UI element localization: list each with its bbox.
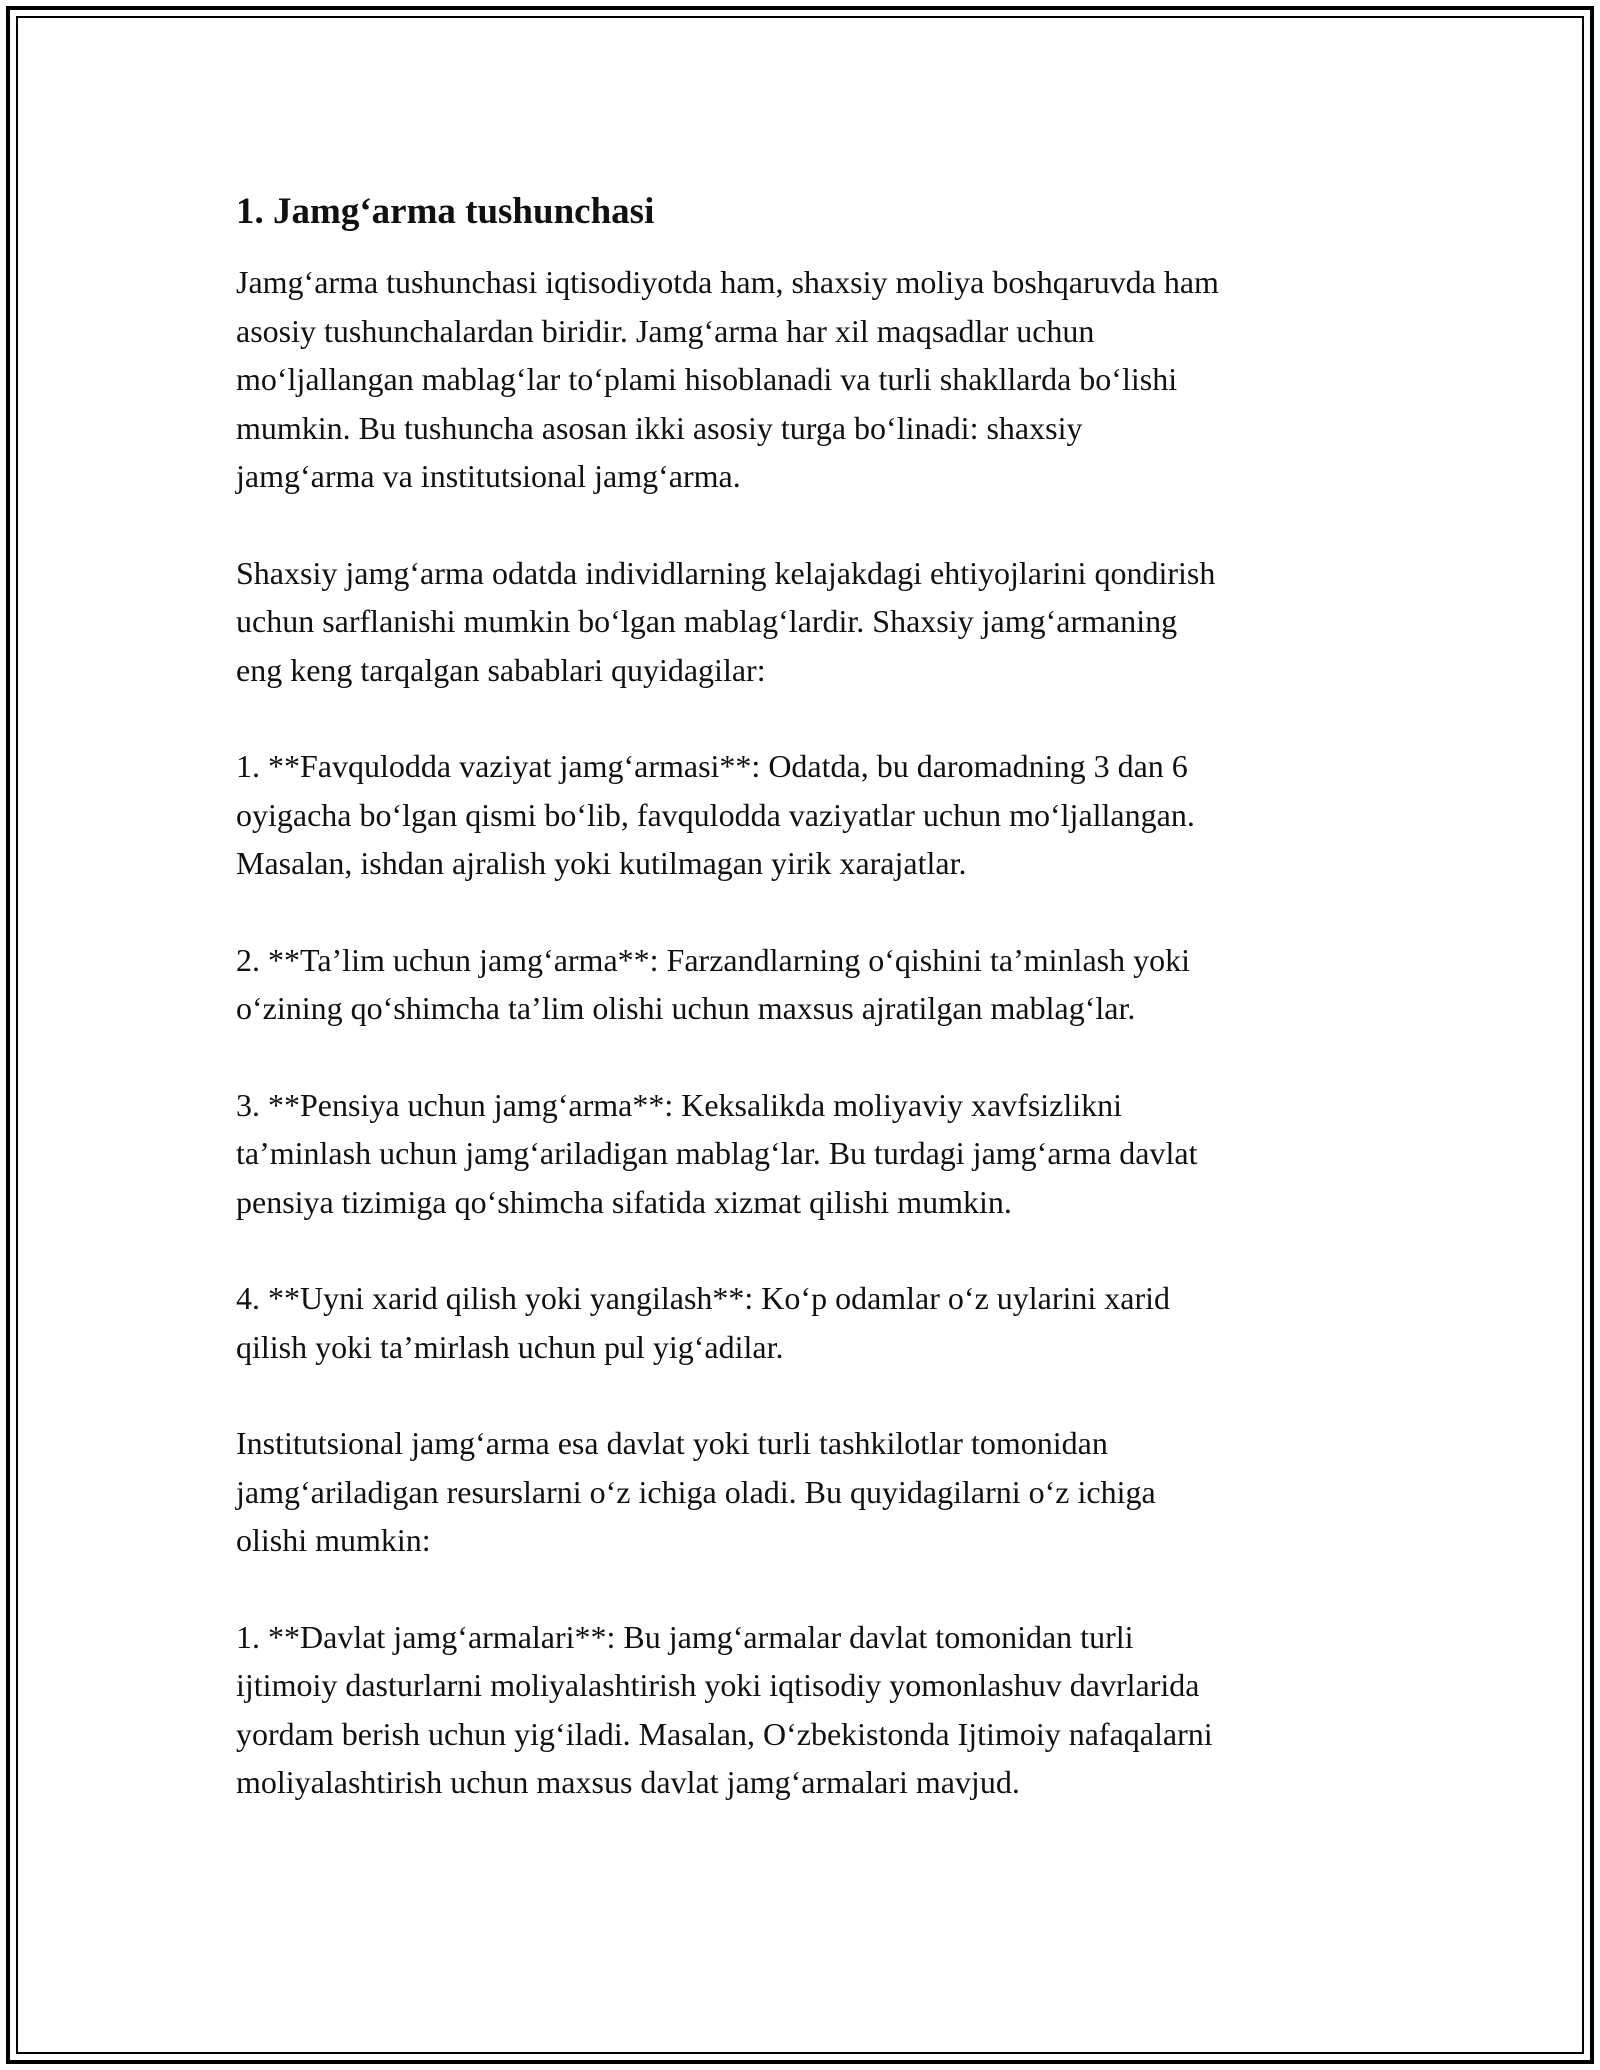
text-line: yordam berish uchun yig‘iladi. Masalan, O‘zbekistonda Ijtimoiy nafaqalarni: [236, 1715, 1213, 1752]
text-line: uchun sarflanishi mumkin bo‘lgan mablag‘lardir. Shaxsiy jamg‘armaning: [236, 603, 1178, 639]
text-line: Masalan, ishdan ajralish yoki kutilmagan yirik xarajatlar.: [236, 845, 967, 881]
paragraph: [236, 936, 1376, 1033]
paragraph: [236, 1081, 1376, 1227]
document-body: [236, 188, 1376, 1855]
text-line: olishi mumkin:: [236, 1522, 431, 1558]
text-line: Shaxsiy jamg‘arma odatda individlarning kelajakdagi ehtiyojlarini qondirish: [236, 554, 1216, 591]
text-line: ijtimoiy dasturlarni moliyalashtirish yoki iqtisodiy yomonlashuv davrlarida: [236, 1667, 1200, 1703]
text-line: ta’minlash uchun jamg‘ariladigan mablag‘lar. Bu turdagi jamg‘arma davlat: [236, 1135, 1198, 1171]
text-line: 3. **Pensiya uchun jamg‘arma**: Keksalikda moliyaviy xavfsizlikni: [236, 1086, 1123, 1123]
text-line: 2. **Ta’lim uchun jamg‘arma**: Farzandlarning o‘qishini ta’minlash yoki: [236, 941, 1190, 978]
text-line: 1. **Davlat jamg‘armalari**: Bu jamg‘armalar davlat tomonidan turli: [236, 1618, 1134, 1655]
text-line: mumkin. Bu tushuncha asosan ikki asosiy turga bo‘linadi: shaxsiy: [236, 409, 1083, 446]
text-line: pensiya tizimiga qo‘shimcha sifatida xizmat qilishi mumkin.: [236, 1183, 1012, 1220]
paragraph: [236, 1419, 1376, 1565]
text-line: jamg‘arma va institutsional jamg‘arma.: [236, 458, 741, 494]
text-line: 1. **Favqulodda vaziyat jamg‘armasi**: Odatda, bu daromadning 3 dan 6: [236, 748, 1188, 784]
paragraph: [236, 1613, 1376, 1807]
text-line: qilish yoki ta’mirlash uchun pul yig‘adilar.: [236, 1328, 784, 1365]
text-line: Institutsional jamg‘arma esa davlat yoki turli tashkilotlar tomonidan: [236, 1425, 1108, 1461]
text-line: eng keng tarqalgan sabablari quyidagilar:: [236, 651, 766, 688]
text-line: asosiy tushunchalardan biridir. Jamg‘arma har xil maqsadlar uchun: [236, 312, 1095, 349]
text-line: o‘zining qo‘shimcha ta’lim olishi uchun maxsus ajratilgan mablag‘lar.: [236, 990, 1136, 1026]
paragraph-list: [236, 258, 1376, 1807]
paragraph: [236, 549, 1376, 695]
text-line: moliyalashtirish uchun maxsus davlat jamg‘armalari mavjud.: [236, 1764, 1020, 1800]
paragraph: [236, 742, 1376, 888]
text-line: jamg‘ariladigan resurslarni o‘z ichiga oladi. Bu quyidagilarni o‘z ichiga: [236, 1473, 1156, 1510]
text-line: oyigacha bo‘lgan qismi bo‘lib, favqulodda vaziyatlar uchun mo‘ljallangan.: [236, 796, 1195, 833]
text-line: 4. **Uyni xarid qilish yoki yangilash**: Ko‘p odamlar o‘z uylarini xarid: [236, 1280, 1171, 1316]
text-line: mo‘ljallangan mablag‘lar to‘plami hisoblanadi va turli shakllarda bo‘lishi: [236, 361, 1178, 397]
text-line: Jamg‘arma tushunchasi iqtisodiyotda ham, shaxsiy moliya boshqaruvda ham: [236, 264, 1219, 300]
paragraph: [236, 258, 1376, 501]
section-heading: 1. Jamg‘arma tushunchasi: [236, 191, 655, 232]
paragraph: [236, 1274, 1376, 1371]
